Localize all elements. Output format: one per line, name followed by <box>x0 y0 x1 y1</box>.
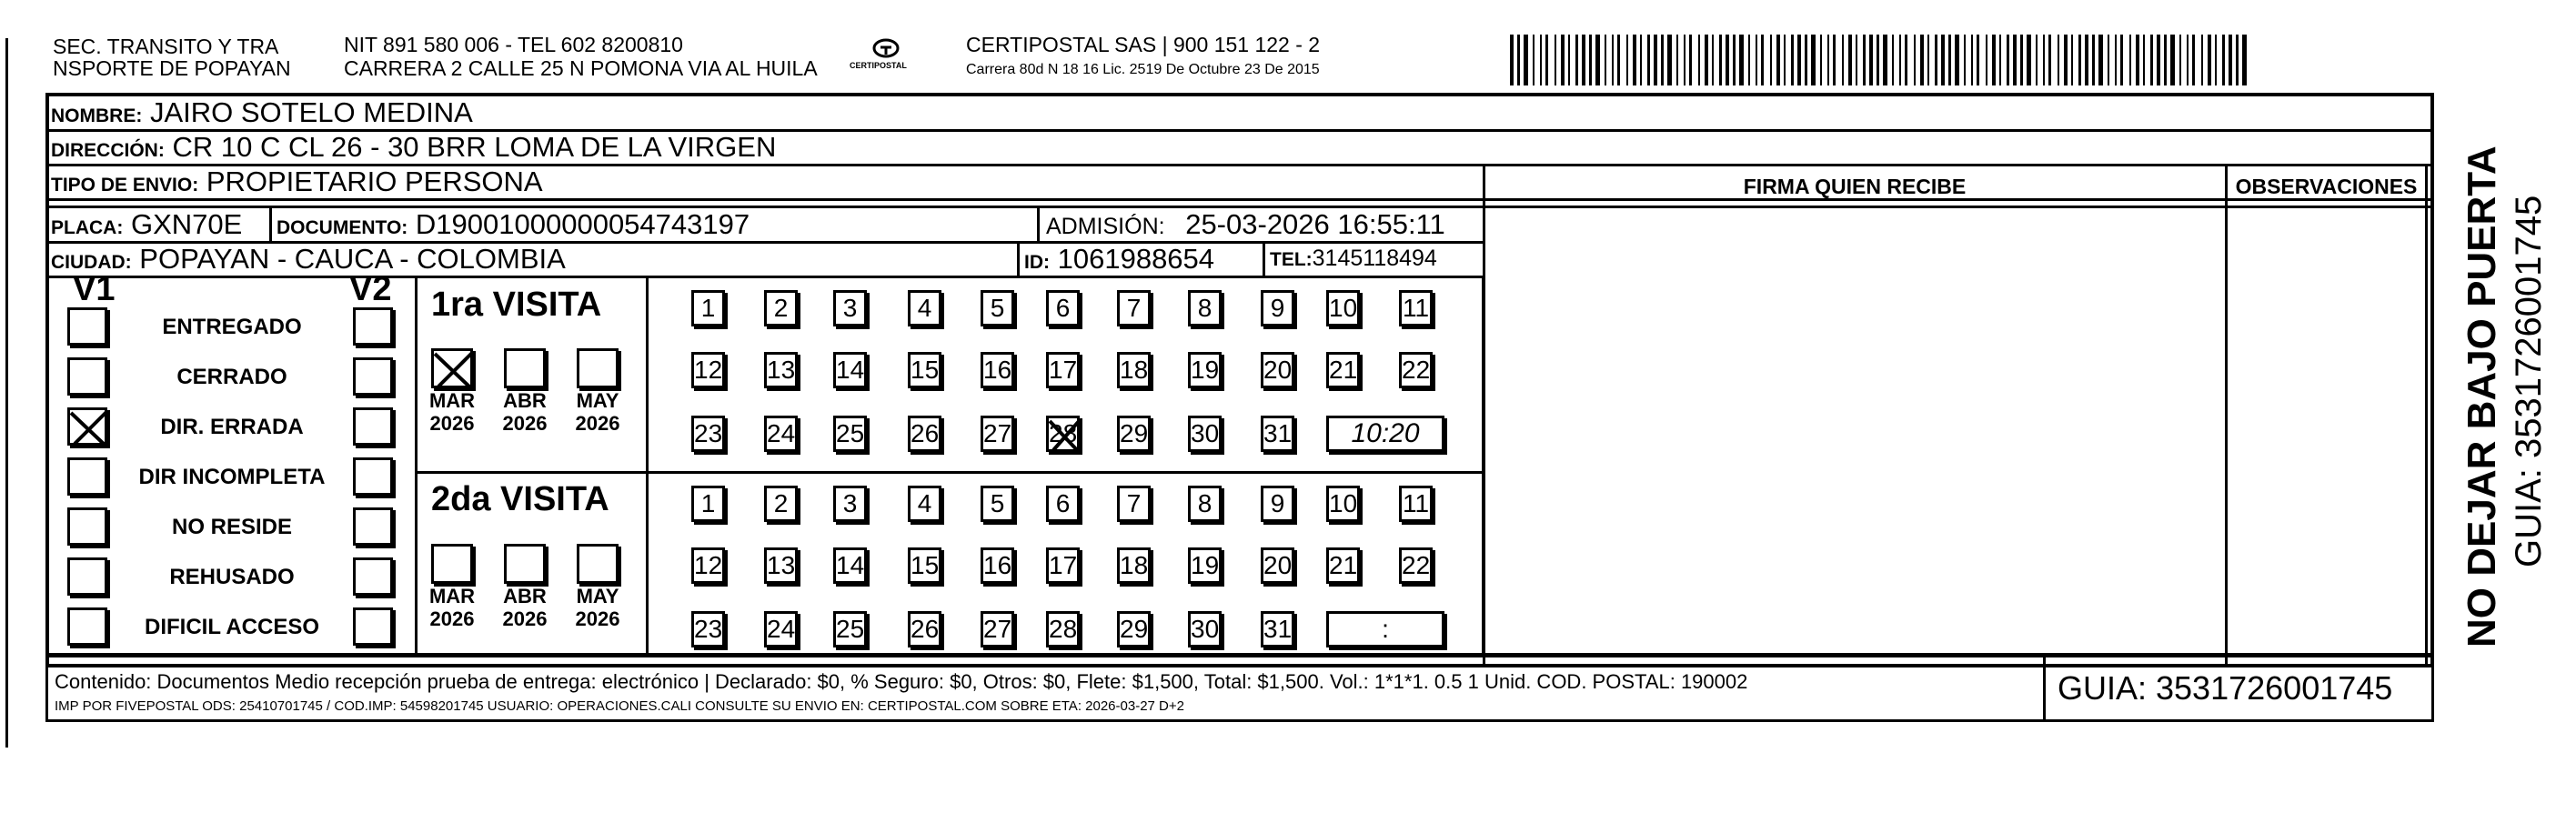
city-label: CIUDAD: <box>51 252 132 273</box>
barcode-bar <box>1955 35 1959 85</box>
day-box[interactable]: 4 <box>908 290 941 326</box>
day-box[interactable]: 15 <box>908 547 941 584</box>
left-edge-line <box>5 38 8 748</box>
barcode-bar <box>1784 35 1786 85</box>
status-option-label: DIR. ERRADA <box>160 415 304 439</box>
barcode-bar <box>1827 35 1829 85</box>
month-label <box>568 585 628 630</box>
day-box[interactable]: 11 <box>1399 486 1433 522</box>
license-line: Carrera 80d N 18 16 Lic. 2519 De Octubre 23 De 2015 <box>966 62 1320 77</box>
barcode-bar <box>1705 35 1708 85</box>
barcode-bar <box>1654 35 1657 85</box>
day-box[interactable]: 28 <box>1046 416 1080 452</box>
barcode-bar <box>1719 35 1722 85</box>
day-box[interactable]: 23 <box>691 416 725 452</box>
day-box[interactable]: 2 <box>764 486 798 522</box>
v1-checkbox[interactable] <box>67 307 107 346</box>
logo-text: CERTIPOSTAL <box>850 61 907 70</box>
barcode-bar <box>2064 35 2068 85</box>
barcode-bar <box>1533 35 1535 85</box>
tel-value: 3145118494 <box>1312 246 1437 271</box>
day-box[interactable]: 6 <box>1046 486 1080 522</box>
barcode-bar <box>1805 35 1807 85</box>
status-option-label: DIFICIL ACCESO <box>144 615 319 639</box>
day-box[interactable]: 7 <box>1117 486 1151 522</box>
v2-checkbox[interactable] <box>353 457 393 496</box>
v1-checkbox[interactable] <box>67 607 107 646</box>
barcode-bar <box>1589 35 1592 85</box>
barcode-bar <box>2115 35 2117 85</box>
day-box[interactable]: 29 <box>1117 416 1151 452</box>
visit1-title: 1ra VISITA <box>431 286 602 324</box>
barcode-bar <box>2085 35 2088 85</box>
barcode-bar <box>2164 35 2167 85</box>
day-box[interactable]: 25 <box>833 611 867 647</box>
day-box[interactable]: 31 <box>1261 416 1294 452</box>
visit-split-line <box>415 471 1484 474</box>
barcode-bar <box>1842 35 1844 85</box>
status-option-label: CERRADO <box>176 365 287 389</box>
day-box[interactable]: 20 <box>1261 547 1294 584</box>
city-field <box>51 243 566 276</box>
barcode-bar <box>2236 35 2239 85</box>
barcode-bar <box>2170 35 2175 85</box>
id-label: ID: <box>1024 252 1050 273</box>
barcode-bar <box>1964 35 1966 85</box>
id-field <box>1024 243 1214 276</box>
document-value: D19001000000054743197 <box>415 208 750 240</box>
day-box[interactable]: 27 <box>981 416 1014 452</box>
barcode-bar <box>1920 35 1924 85</box>
month-year: 2026 <box>575 607 620 630</box>
barcode-bar <box>1540 35 1542 85</box>
address-field <box>51 131 776 164</box>
city-value: POPAYAN - CAUCA - COLOMBIA <box>139 243 566 275</box>
barcode-bar <box>2078 35 2081 85</box>
barcode-bar <box>1992 35 1996 85</box>
month-label <box>422 585 482 630</box>
month-year: 2026 <box>429 412 475 435</box>
day-box[interactable]: 19 <box>1188 352 1222 388</box>
barcode-bar <box>1811 35 1816 85</box>
day-box[interactable]: 28 <box>1046 611 1080 647</box>
month-name: MAY <box>576 585 619 607</box>
barcode-bar <box>1999 35 2001 85</box>
barcode-bar <box>2150 35 2153 85</box>
admission-field <box>1046 208 1445 241</box>
barcode-bar <box>1684 35 1685 85</box>
barcode-bar <box>1820 35 1822 85</box>
day-box[interactable]: 24 <box>764 416 798 452</box>
day-box[interactable]: 31 <box>1261 611 1294 647</box>
barcode-bar <box>1667 35 1672 85</box>
plate-label: PLACA: <box>51 217 124 238</box>
barcode-bar <box>1647 35 1650 85</box>
barcode-bar <box>1689 35 1692 85</box>
content-line: Contenido: Documentos Medio recepción prueba de entrega: electrónico | Declarado: $0, % Seguro: $0, Otros: $0, Flete: $1,500, Total: $1,500. Vol.: 1*1*1. 0.5 1 Unid. COD. POSTAL: 190002 <box>55 670 1748 693</box>
day-box[interactable]: 2 <box>764 290 798 326</box>
day-box[interactable]: 21 <box>1326 547 1360 584</box>
day-box[interactable]: 16 <box>981 352 1014 388</box>
month-name: MAR <box>428 389 476 412</box>
day-box[interactable]: 24 <box>764 611 798 647</box>
v1-checkbox[interactable] <box>67 407 107 446</box>
v2-label: V2 <box>349 270 392 308</box>
day-box[interactable]: 5 <box>981 290 1014 326</box>
v2-checkbox[interactable] <box>353 307 393 346</box>
placa-divider <box>269 206 272 242</box>
barcode-bar <box>1626 35 1628 85</box>
day-box[interactable]: 13 <box>764 352 798 388</box>
day-box[interactable]: 23 <box>691 611 725 647</box>
company-line: CERTIPOSTAL SAS | 900 151 122 - 2 <box>966 33 1321 56</box>
status-option-label: REHUSADO <box>169 565 295 589</box>
id-divider <box>1017 241 1020 276</box>
barcode-bar <box>1555 35 1556 85</box>
barcode-bar <box>1605 35 1606 85</box>
month-year: 2026 <box>575 412 620 435</box>
barcode-bar <box>2020 35 2023 85</box>
month-checkbox[interactable] <box>431 544 473 584</box>
day-box[interactable]: 17 <box>1046 547 1080 584</box>
barcode-bar <box>1971 35 1973 85</box>
v2-checkbox[interactable] <box>353 607 393 646</box>
day-box[interactable]: 7 <box>1117 290 1151 326</box>
day-box[interactable]: 26 <box>908 416 941 452</box>
barcode-bar <box>2120 35 2123 85</box>
barcode-bar <box>2215 35 2217 85</box>
barcode-bar <box>2036 35 2038 85</box>
obs-label: OBSERVACIONES <box>2235 175 2418 198</box>
day-box[interactable]: 22 <box>1399 352 1433 388</box>
barcode-bar <box>2242 35 2247 85</box>
day-box[interactable]: 8 <box>1188 486 1222 522</box>
day-box[interactable]: 18 <box>1117 547 1151 584</box>
barcode-bar <box>1776 35 1780 85</box>
logo-icon <box>844 36 930 78</box>
barcode-bar <box>2208 35 2211 85</box>
barcode-bar <box>2013 35 2017 85</box>
month-checkbox[interactable] <box>577 348 619 388</box>
day-box[interactable]: 1 <box>691 486 725 522</box>
barcode-bar <box>1856 35 1857 85</box>
plate-field <box>51 208 242 241</box>
imp-line: IMP POR FIVEPOSTAL ODS: 25410701745 / COD.IMP: 54598201745 USUARIO: OPERACIONES.CALI CONSULTE SU ENVIO EN: CERTIPOSTAL.COM SOBRE ETA: 2026-03-27 D+2 <box>55 698 1184 714</box>
barcode-bar <box>1561 35 1565 85</box>
admission-value: 25-03-2026 16:55:11 <box>1185 208 1445 240</box>
day-box[interactable]: 4 <box>908 486 941 522</box>
day-box[interactable]: 11 <box>1399 290 1433 326</box>
barcode-bar <box>2092 35 2095 85</box>
barcode-bar <box>1761 35 1764 85</box>
month-year: 2026 <box>429 607 475 630</box>
day-box[interactable]: 30 <box>1188 611 1222 647</box>
v1-label: V1 <box>73 270 116 308</box>
day-box[interactable]: 9 <box>1261 486 1294 522</box>
address-value: CR 10 C CL 26 - 30 BRR LOMA DE LA VIRGEN <box>172 131 777 163</box>
admission-label: ADMISIÓN: <box>1046 214 1165 239</box>
month-label <box>495 585 555 630</box>
day-box[interactable]: 13 <box>764 547 798 584</box>
month-name: ABR <box>503 389 547 412</box>
barcode-bar <box>2007 35 2009 85</box>
barcode-bar <box>1575 35 1578 85</box>
barcode-bar <box>1948 35 1951 85</box>
barcode-bar <box>1833 35 1836 85</box>
barcode-bar <box>1869 35 1873 85</box>
plate-value: GXN70E <box>130 208 243 240</box>
barcode-bar <box>1595 35 1600 85</box>
barcode-bar <box>1633 35 1636 85</box>
status-option-label: NO RESIDE <box>171 515 293 539</box>
day-box[interactable]: 10 <box>1326 290 1360 326</box>
day-box[interactable]: 22 <box>1399 547 1433 584</box>
month-year: 2026 <box>502 412 548 435</box>
barcode-bar <box>2136 35 2139 85</box>
barcode-bar <box>1883 35 1887 85</box>
footer-guia: GUIA: 3531726001745 <box>2058 669 2393 707</box>
barcode-bar <box>1791 35 1794 85</box>
type-field <box>51 166 543 198</box>
v1-checkbox[interactable] <box>67 457 107 496</box>
barcode-bar <box>1617 35 1620 85</box>
barcode-bar <box>1640 35 1642 85</box>
month-checkbox[interactable] <box>577 544 619 584</box>
name-value: JAIRO SOTELO MEDINA <box>149 96 473 128</box>
day-box[interactable]: 9 <box>1261 290 1294 326</box>
barcode-bar <box>1935 35 1937 85</box>
month-name: MAY <box>576 389 619 412</box>
barcode-bar <box>1914 35 1916 85</box>
visit2-title: 2da VISITA <box>431 480 609 518</box>
barcode-bar <box>1899 35 1901 85</box>
day-box[interactable]: 3 <box>833 290 867 326</box>
barcode-bar <box>1517 35 1520 85</box>
barcode-bar <box>2229 35 2232 85</box>
address-label: DIRECCIÓN: <box>51 140 165 161</box>
day-box[interactable]: 30 <box>1188 416 1222 452</box>
barcode-bar <box>2157 35 2160 85</box>
sender-line-1: SEC. TRANSITO Y TRA <box>53 35 279 58</box>
type-label: TIPO DE ENVIO: <box>51 175 199 196</box>
month-name: MAR <box>428 585 476 607</box>
barcode-bar <box>1748 35 1750 85</box>
day-box[interactable]: 21 <box>1326 352 1360 388</box>
barcode-bar <box>2187 35 2189 85</box>
barcode-bar <box>2027 35 2031 85</box>
day-box[interactable]: 19 <box>1188 547 1222 584</box>
barcode-bar <box>1712 35 1714 85</box>
time-box[interactable]: : <box>1326 611 1444 647</box>
month-checkbox[interactable] <box>504 348 546 388</box>
barcode-bar <box>1568 35 1570 85</box>
barcode-bar <box>1661 35 1664 85</box>
v1-checkbox[interactable] <box>67 357 107 396</box>
barcode-bar <box>2098 35 2103 85</box>
day-box[interactable]: 27 <box>981 611 1014 647</box>
barcode-bar <box>2043 35 2045 85</box>
day-box[interactable]: 3 <box>833 486 867 522</box>
day-box[interactable]: 1 <box>691 290 725 326</box>
visit-grid-frame <box>646 276 1484 656</box>
day-box[interactable]: 14 <box>833 352 867 388</box>
barcode-bar <box>2179 35 2181 85</box>
barcode-bar <box>2071 35 2073 85</box>
month-label <box>568 389 628 435</box>
barcode <box>1510 35 2256 85</box>
month-year: 2026 <box>502 607 548 630</box>
day-box[interactable]: 26 <box>908 611 941 647</box>
side-warning: NO DEJAR BAJO PUERTA <box>2460 146 2504 647</box>
day-box[interactable]: 6 <box>1046 290 1080 326</box>
barcode-bar <box>2048 35 2051 85</box>
tel-divider <box>1263 241 1265 276</box>
day-box[interactable]: 29 <box>1117 611 1151 647</box>
time-box[interactable]: 10:20 <box>1326 416 1444 452</box>
type-value: PROPIETARIO PERSONA <box>206 166 543 197</box>
barcode-bar <box>2143 35 2145 85</box>
day-box[interactable]: 25 <box>833 416 867 452</box>
check-mark-icon <box>431 348 477 392</box>
barcode-bar <box>2129 35 2131 85</box>
month-checkbox[interactable] <box>431 348 473 388</box>
status-divider <box>415 276 418 656</box>
admision-divider <box>1037 206 1040 242</box>
status-option-label: DIR INCOMPLETA <box>138 465 326 489</box>
id-value: 1061988654 <box>1057 243 1215 275</box>
barcode-bar <box>1733 35 1736 85</box>
barcode-bar <box>1927 35 1929 85</box>
status-option-label: ENTREGADO <box>162 315 302 339</box>
check-mark-icon <box>67 407 111 449</box>
barcode-bar <box>2222 35 2225 85</box>
document-label: DOCUMENTO: <box>277 217 408 238</box>
check-mark-icon <box>1046 416 1084 456</box>
month-label <box>495 389 555 435</box>
v1-checkbox[interactable] <box>67 557 107 596</box>
document-field <box>277 208 750 241</box>
tel-field <box>1270 246 1437 272</box>
firma-label: FIRMA QUIEN RECIBE <box>1743 175 1967 198</box>
name-field <box>51 96 473 129</box>
address-line: CARRERA 2 CALLE 25 N POMONA VIA AL HUILA <box>344 56 818 80</box>
day-box[interactable]: 12 <box>691 547 725 584</box>
month-name: ABR <box>503 585 547 607</box>
barcode-bar <box>1863 35 1866 85</box>
day-box[interactable]: 10 <box>1326 486 1360 522</box>
barcode-bar <box>1612 35 1614 85</box>
right-inner-divider <box>2425 164 2428 667</box>
barcode-bar <box>1582 35 1585 85</box>
sender-line-2: NSPORTE DE POPAYAN <box>53 56 291 80</box>
certipostal-logo <box>844 36 930 78</box>
barcode-bar <box>1676 35 1678 85</box>
side-guia: GUIA: 3531726001745 <box>2509 195 2549 567</box>
day-box[interactable]: 12 <box>691 352 725 388</box>
day-box[interactable]: 20 <box>1261 352 1294 388</box>
day-box[interactable]: 15 <box>908 352 941 388</box>
barcode-bar <box>1977 35 1979 85</box>
barcode-bar <box>1941 35 1945 85</box>
barcode-bar <box>1797 35 1801 85</box>
barcode-bar <box>1905 35 1907 85</box>
barcode-bar <box>2058 35 2059 85</box>
name-label: NOMBRE: <box>51 105 143 126</box>
v2-checkbox[interactable] <box>353 357 393 396</box>
barcode-bar <box>1726 35 1729 85</box>
v2-checkbox[interactable] <box>353 557 393 596</box>
barcode-bar <box>1877 35 1879 85</box>
barcode-bar <box>1848 35 1852 85</box>
v1-checkbox[interactable] <box>67 507 107 546</box>
barcode-bar <box>1770 35 1772 85</box>
barcode-bar <box>1756 35 1757 85</box>
day-box[interactable]: 18 <box>1117 352 1151 388</box>
barcode-bar <box>1892 35 1894 85</box>
barcode-bar <box>1510 35 1514 85</box>
day-box[interactable]: 16 <box>981 547 1014 584</box>
barcode-bar <box>1545 35 1548 85</box>
barcode-bar <box>2201 35 2203 85</box>
month-checkbox[interactable] <box>504 544 546 584</box>
barcode-bar <box>1524 35 1528 85</box>
day-box[interactable]: 8 <box>1188 290 1222 326</box>
obs-divider <box>2225 164 2228 667</box>
v2-checkbox[interactable] <box>353 407 393 446</box>
barcode-bar <box>2108 35 2109 85</box>
barcode-bar <box>1986 35 1987 85</box>
day-box[interactable]: 14 <box>833 547 867 584</box>
month-label <box>422 389 482 435</box>
tel-label: TEL: <box>1270 249 1313 270</box>
barcode-bar <box>1739 35 1744 85</box>
day-box[interactable]: 5 <box>981 486 1014 522</box>
v2-checkbox[interactable] <box>353 507 393 546</box>
nit-line: NIT 891 580 006 - TEL 602 8200810 <box>344 33 683 56</box>
barcode-bar <box>1698 35 1700 85</box>
barcode-bar <box>2192 35 2195 85</box>
day-box[interactable]: 17 <box>1046 352 1080 388</box>
